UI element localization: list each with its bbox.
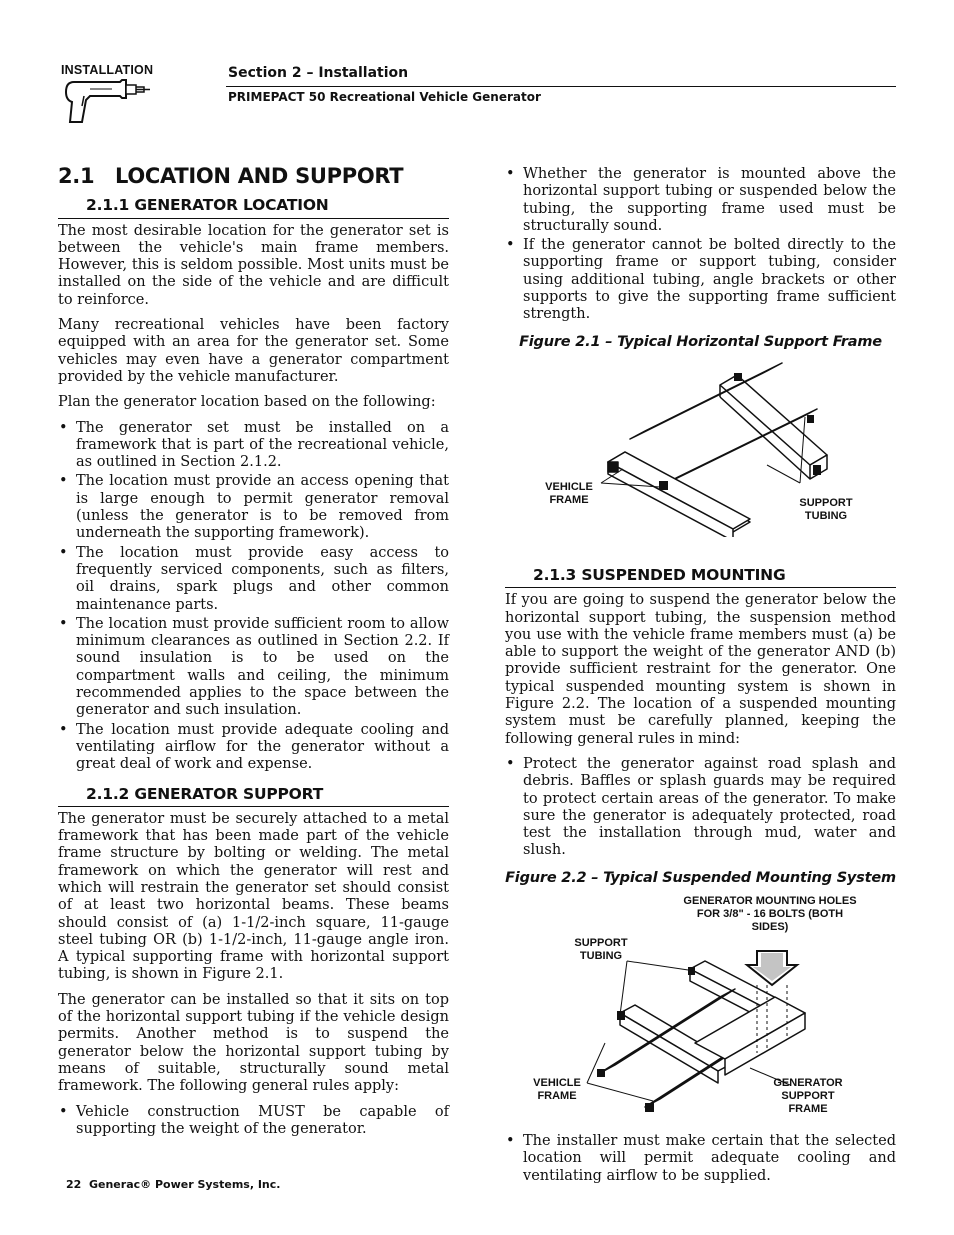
left-column bbox=[58, 164, 449, 1146]
list-item: • The generator set must be installed on a framework that is part of the recreational vehicle, as outlined in Section 2.1.2. bbox=[58, 420, 449, 472]
paragraph: The most desirable location for the generator set is between the vehicle's main frame members. However, this is seldom possible. Most units must be installed on the side of the vehicle and are difficult to reinforce. bbox=[58, 222, 449, 308]
list-item: • If the generator cannot be bolted directly to the supporting frame or support tubing, consider using additional tubing, angle brackets or other supports to give the supporting frame sufficient strength. bbox=[505, 237, 896, 323]
list-item: • The installer must make certain that the selected location will permit adequate cooling and ventilating airflow to be supplied. bbox=[505, 1133, 896, 1185]
subsection-heading-location: 2.1.1 GENERATOR LOCATION bbox=[58, 197, 449, 218]
figure-horizontal-support-frame bbox=[505, 357, 896, 537]
list-item: • Protect the generator against road splash and debris. Baffles or splash guards may be required to protect certain areas of the generator. To make sure the generator is adequately protected, road test the installation through mud, water and slush. bbox=[505, 756, 896, 860]
list-item: • The location must provide adequate cooling and ventilating airflow for the generator without a great deal of work and expense. bbox=[58, 722, 449, 774]
figure-suspended-mounting bbox=[505, 893, 896, 1133]
label-generator-support-frame: GENERATOR SUPPORT FRAME bbox=[773, 1077, 843, 1116]
installation-tag: INSTALLATION bbox=[61, 63, 154, 77]
subsection-heading-support: 2.1.2 GENERATOR SUPPORT bbox=[58, 786, 449, 807]
label-support-tubing: SUPPORT TUBING bbox=[799, 496, 853, 522]
list-item: • Vehicle construction MUST be capable of supporting the weight of the generator. bbox=[58, 1104, 449, 1139]
figure-caption: Figure 2.1 – Typical Horizontal Support Frame bbox=[519, 333, 882, 350]
bullet-list bbox=[58, 1104, 449, 1139]
list-item: • The location must provide sufficient room to allow minimum clearances as outlined in Section 2.2. If sound insulation is to be used on the compartment walls and ceiling, the minimum recommended applies to the space between the generator and such insulation. bbox=[58, 616, 449, 720]
company-name: Generac® Power Systems, Inc. bbox=[88, 1178, 281, 1191]
section-title: Section 2 – Installation bbox=[228, 65, 409, 81]
paragraph: Plan the generator location based on the following: bbox=[58, 394, 436, 411]
label-vehicle-frame: VEHICLE FRAME bbox=[533, 1077, 581, 1103]
product-title: PRIMEPACT 50 Recreational Vehicle Generator bbox=[228, 90, 541, 104]
paragraph: The generator can be installed so that it sits on top of the horizontal support tubing if the vehicle design permits. Another method is to suspend the generator below the horizontal support tubing by means of suitable, structurally sound metal framework. The following general rules apply: bbox=[58, 991, 449, 1095]
paragraph: If you are going to suspend the generator below the horizontal support tubing, the suspension method you use with the vehicle frame members must (a) be able to support the weight of the generator AND (b) provide sufficient restraint for the generator. One typical suspended mounting system is shown in Figure 2.2. The location of a suspended mounting system must be carefully planned, keeping the following general rules in mind: bbox=[505, 592, 896, 747]
subsection-heading-suspended: 2.1.3 SUSPENDED MOUNTING bbox=[505, 567, 896, 588]
label-vehicle-frame: VEHICLE FRAME bbox=[545, 480, 593, 506]
bullet-list bbox=[505, 166, 896, 324]
section-heading-text: LOCATION AND SUPPORT bbox=[115, 164, 404, 188]
label-mounting-holes: GENERATOR MOUNTING HOLES FOR 3/8" - 16 BOLTS (BOTH SIDES) bbox=[683, 895, 857, 934]
paragraph: Many recreational vehicles have been factory equipped with an area for the generator set. Some vehicles may even have a generator compartment provided by the vehicle manufacturer. bbox=[58, 317, 449, 385]
section-heading bbox=[58, 164, 449, 188]
page-number: 22 bbox=[66, 1178, 82, 1191]
list-item: • Whether the generator is mounted above the horizontal support tubing or suspended below the tubing, the supporting frame used must be structurally sound. bbox=[505, 166, 896, 235]
header-rule bbox=[226, 86, 896, 87]
figure-caption: Figure 2.2 – Typical Suspended Mounting System bbox=[505, 869, 896, 886]
bullet-list bbox=[505, 756, 896, 860]
bullet-list bbox=[505, 1133, 896, 1185]
drill-icon bbox=[60, 76, 152, 128]
paragraph: The generator must be securely attached to a metal framework that has been made part of the vehicle frame structure by bolting or welding. The metal framework on which the generator will rest and which will restrain the generator set should consist of at least two horizontal beams. These beams should consist of (a) 1-1/2-inch square, 11-gauge steel tubing OR (b) 1-1/2-inch, 11-gauge angle iron. A typical supporting frame with horizontal support tubing, is shown in Figure 2.1. bbox=[58, 810, 449, 983]
list-item: • The location must provide an access opening that is large enough to permit generator removal (unless the generator is to be removed from underneath the supporting framework). bbox=[58, 473, 449, 542]
section-number: 2.1 bbox=[58, 164, 95, 188]
page-footer bbox=[66, 1178, 280, 1191]
label-support-tubing: SUPPORT TUBING bbox=[574, 937, 628, 963]
bullet-list bbox=[58, 420, 449, 774]
right-column bbox=[505, 166, 896, 1193]
list-item: • The location must provide easy access to frequently serviced components, such as filters, oil drains, spark plugs and other common maintenance parts. bbox=[58, 545, 449, 614]
